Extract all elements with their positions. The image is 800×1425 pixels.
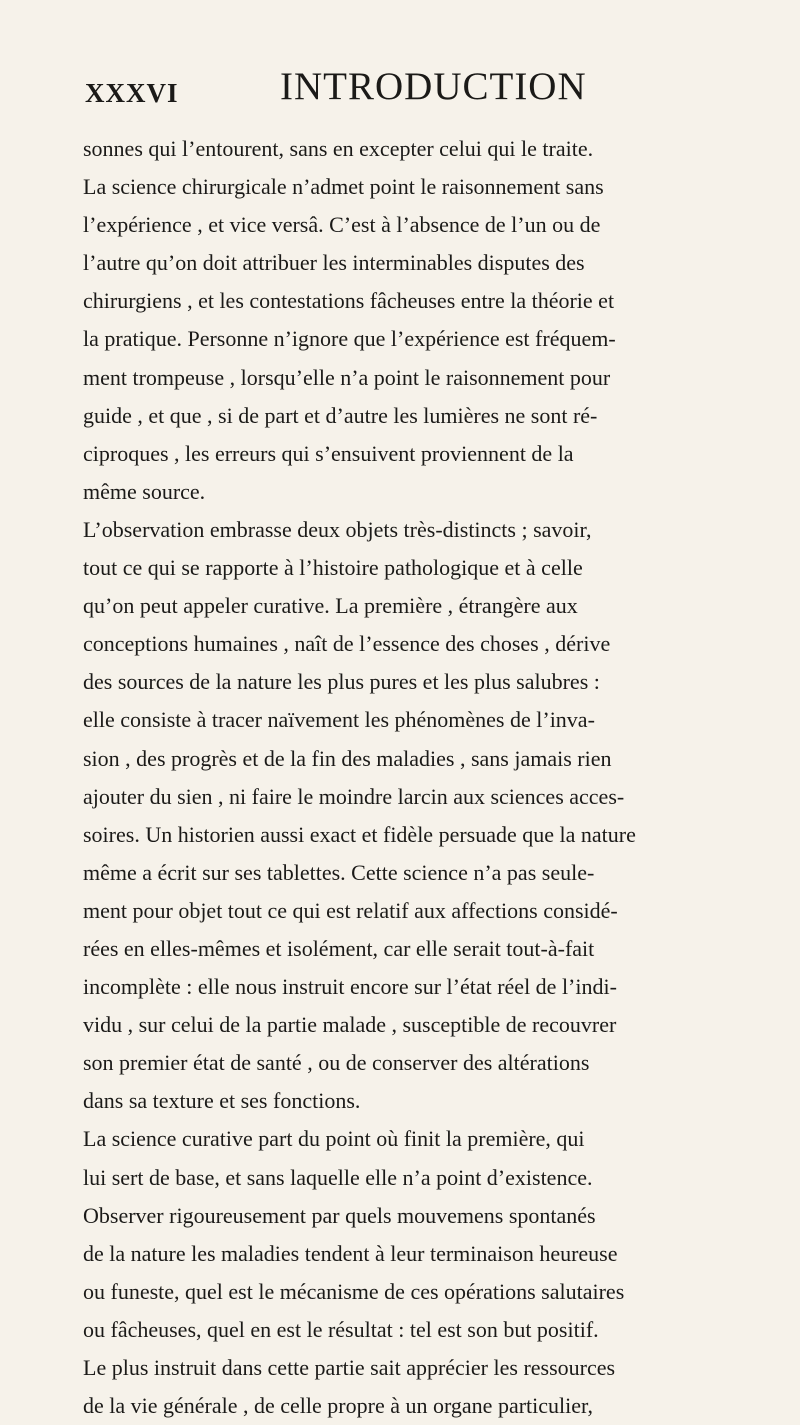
text-line: incomplète : elle nous instruit encore sur l’état réel de l’indi- bbox=[83, 974, 617, 1000]
text-line: L’observation embrasse deux objets très-distincts ; savoir, bbox=[83, 516, 592, 542]
text-line: ajouter du sien , ni faire le moindre larcin aux sciences acces- bbox=[83, 783, 625, 809]
text-line: vidu , sur celui de la partie malade , susceptible de recouvrer bbox=[83, 1012, 617, 1038]
text-line: lui sert de base, et sans laquelle elle n’a point d’existence. bbox=[83, 1164, 593, 1190]
text-line: tout ce qui se rapporte à l’histoire pathologique et à celle bbox=[83, 555, 583, 581]
body-text bbox=[83, 130, 773, 1425]
text-line: la pratique. Personne n’ignore que l’expérience est fréquem- bbox=[83, 326, 616, 352]
text-line: ciproques , les erreurs qui s’ensuivent proviennent de la bbox=[83, 440, 574, 466]
text-line: même source. bbox=[83, 478, 206, 504]
text-line: guide , et que , si de part et d’autre les lumières ne sont ré- bbox=[83, 402, 598, 428]
text-line: même a écrit sur ses tablettes. Cette science n’a pas seule- bbox=[83, 859, 595, 885]
text-line: dans sa texture et ses fonctions. bbox=[83, 1088, 361, 1114]
paragraph-2 bbox=[83, 511, 773, 1121]
text-line: elle consiste à tracer naïvement les phénomènes de l’inva- bbox=[83, 707, 595, 733]
text-line: soires. Un historien aussi exact et fidèle persuade que la nature bbox=[83, 821, 636, 847]
text-line: Le plus instruit dans cette partie sait apprécier les ressources bbox=[83, 1355, 616, 1380]
text-line: ou funeste, quel est le mécanisme de ces opérations salutaires bbox=[83, 1278, 625, 1304]
running-title: INTRODUCTION bbox=[280, 65, 587, 108]
text-line: sion , des progrès et de la fin des maladies , sans jamais rien bbox=[83, 745, 612, 771]
page-number: XXXVI bbox=[85, 78, 179, 108]
text-line: La science curative part du point où finit la première, qui bbox=[83, 1126, 585, 1152]
text-line: de la nature les maladies tendent à leur terminaison heureuse bbox=[83, 1240, 618, 1266]
running-head bbox=[85, 64, 765, 114]
text-line: conceptions humaines , naît de l’essence des choses , dérive bbox=[83, 631, 611, 657]
text-line: son premier état de santé , ou de conserver des altérations bbox=[83, 1050, 590, 1076]
text-line: l’autre qu’on doit attribuer les interminables disputes des bbox=[83, 250, 585, 276]
text-line: ment trompeuse , lorsqu’elle n’a point le raisonnement pour bbox=[83, 364, 611, 390]
text-line: sonnes qui l’entourent, sans en excepter celui qui le traite. bbox=[83, 136, 594, 161]
text-line: ment pour objet tout ce qui est relatif aux affections considé- bbox=[83, 897, 618, 923]
paragraph-1 bbox=[83, 130, 773, 511]
text-line: de la vie générale , de celle propre à un organe particulier, bbox=[83, 1393, 593, 1419]
text-line: des sources de la nature les plus pures et les plus salubres : bbox=[83, 669, 600, 695]
text-line: chirurgiens , et les contestations fâcheuses entre la théorie et bbox=[83, 288, 615, 314]
text-line: rées en elles-mêmes et isolément, car elle serait tout-à-fait bbox=[83, 935, 595, 961]
text-line: qu’on peut appeler curative. La première , étrangère aux bbox=[83, 593, 578, 619]
paragraph-3 bbox=[83, 1120, 773, 1425]
text-line: La science chirurgicale n’admet point le raisonnement sans bbox=[83, 174, 604, 200]
text-line: ou fâcheuses, quel en est le résultat : tel est son but positif. bbox=[83, 1316, 599, 1342]
text-line: l’expérience , et vice versâ. C’est à l’absence de l’un ou de bbox=[83, 212, 601, 238]
text-line: Observer rigoureusement par quels mouvemens spontanés bbox=[83, 1202, 596, 1228]
